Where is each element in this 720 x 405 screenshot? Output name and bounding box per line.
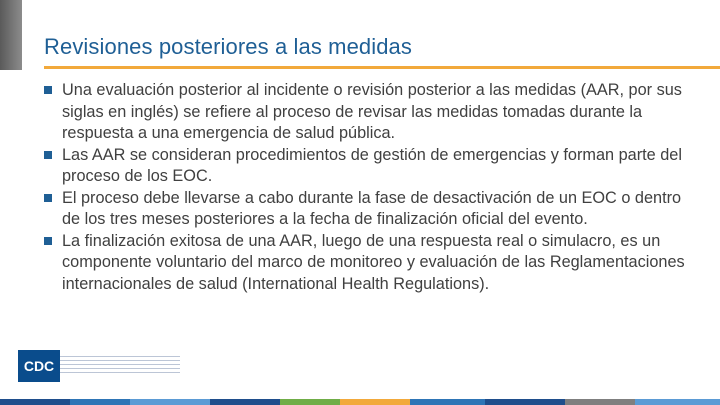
bullet-list xyxy=(44,80,694,295)
footer-color-segment xyxy=(565,399,635,405)
bullet-text: Las AAR se consideran procedimientos de gestión de emergencias y forman parte del proceso de los EOC. xyxy=(62,145,682,185)
bullet-item xyxy=(44,145,694,188)
cdc-wordmark-graphic xyxy=(60,356,180,376)
cdc-logo xyxy=(18,350,60,382)
cdc-logo-text: CDC xyxy=(23,358,55,374)
square-bullet-icon xyxy=(44,151,52,159)
title-underline xyxy=(44,66,720,69)
left-accent-bar xyxy=(0,0,22,70)
footer-color-segment xyxy=(340,399,410,405)
square-bullet-icon xyxy=(44,86,52,94)
bullet-item xyxy=(44,231,694,296)
footer-color-segment xyxy=(280,399,340,405)
footer-color-segment xyxy=(410,399,485,405)
bullet-item xyxy=(44,188,694,231)
bullet-item xyxy=(44,80,694,145)
footer-color-segment xyxy=(0,399,70,405)
slide-title: Revisiones posteriores a las medidas xyxy=(44,34,412,59)
bullet-text: El proceso debe llevarse a cabo durante la fase de desactivación de un EOC o dentro de los tres meses posteriores a la fecha de finalización oficial del evento. xyxy=(62,188,682,228)
footer-color-bar xyxy=(0,399,720,405)
footer-color-segment xyxy=(210,399,280,405)
bullet-text: La finalización exitosa de una AAR, luego de una respuesta real o simulacro, es un componente voluntario del marco de monitoreo y evaluación de las Reglamentaciones internacionales de salud (International Health Regulations). xyxy=(62,231,685,293)
footer-color-segment xyxy=(635,399,720,405)
footer-color-segment xyxy=(70,399,130,405)
square-bullet-icon xyxy=(44,194,52,202)
footer-color-segment xyxy=(485,399,565,405)
bullet-text: Una evaluación posterior al incidente o revisión posterior a las medidas (AAR, por sus siglas en inglés) se refiere al proceso de revisar las medidas tomadas durante la respuesta a una emergencia de salud pública. xyxy=(62,81,682,142)
footer-color-segment xyxy=(130,399,210,405)
square-bullet-icon xyxy=(44,237,52,245)
